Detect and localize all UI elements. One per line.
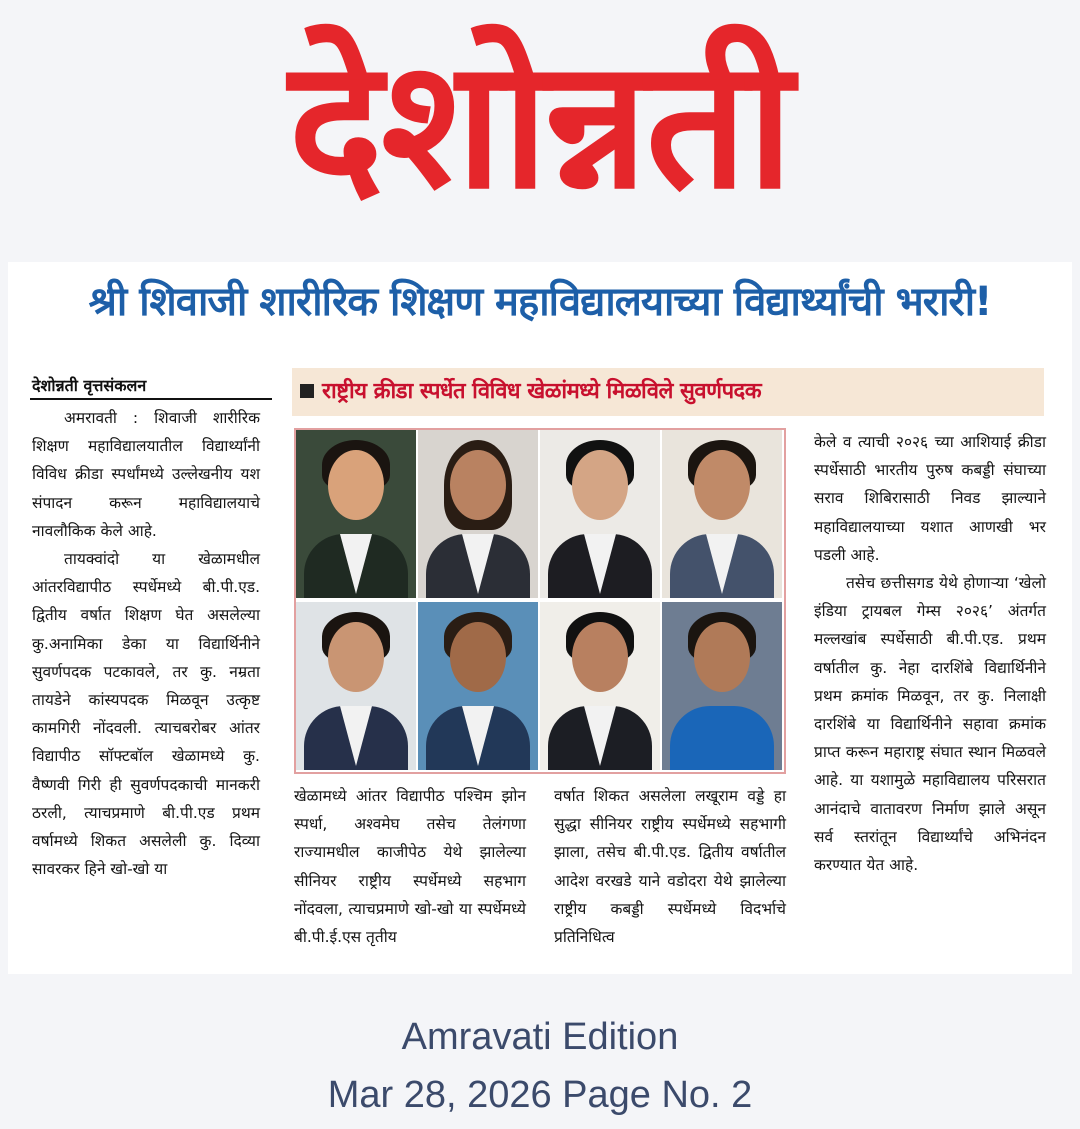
student-photo — [540, 602, 660, 770]
edition-caption: Amravati Edition — [401, 1016, 679, 1058]
student-photo — [540, 430, 660, 598]
student-photo — [418, 430, 538, 598]
article-column-4 — [814, 428, 1046, 968]
article-paragraph: अमरावती : शिवाजी शारीरिक शिक्षण महाविद्यालयातील विद्यार्थ्यांनी विविध क्रीडा स्पर्धांमध्ये उल्लेखनीय यश संपादन करून महाविद्यालयाचे नावलौकिक केले आहे. — [32, 409, 260, 540]
article-paragraph: तायक्वांदो या खेळामधील आंतरविद्यापीठ स्पर्धेमध्ये बी.पी.एड. द्वितीय वर्षात शिक्षण घेत असलेल्या कु.अनामिका डेका या विद्यार्थिनीने सुवर्णपदक पटकावले, तर कु. नम्रता तायडेने कांस्यपदक मिळवून उत्कृष्ट कामगिरी नोंदवली. त्याचबरोबर आंतर विद्यापीठ सॉफ्टबॉल खेळामध्ये कु. वैष्णवी गिरी ही सुवर्णपदकाची मानकरी ठरली, त्याचप्रमाणे बी.पी.एड प्रथम वर्षामध्ये शिकत असलेली कु. दिव्या सावरकर हिने खो-खो या — [32, 550, 260, 879]
byline: देशोन्नती वृत्तसंकलन — [32, 376, 147, 395]
student-photo — [662, 602, 782, 770]
article-paragraph: तसेच छत्तीसगड येथे होणाऱ्या ‘खेलो इंडिया ट्रायबल गेम्स २०२६’ अंतर्गत मल्लखांब स्पर्धेसाठी बी.पी.एड. प्रथम वर्षातील कु. नेहा दारशिंबे विद्यार्थिनीने प्रथम क्रमांक मिळवून, तर कु. निलाक्षी दारशिंबे या विद्यार्थिनीने सहावा क्रमांक प्राप्त करून महाराष्ट्र संघात स्थान मिळवले आहे. या यशामुळे महाविद्यालय परिसरात आनंदाचे वातावरण निर्माण झाले असून सर्व स्तरांतून विद्यार्थ्यांचे अभिनंदन करण्यात येत आहे. — [814, 574, 1046, 875]
student-photo — [296, 430, 416, 598]
article-paragraph: खेळामध्ये आंतर विद्यापीठ पश्चिम झोन स्पर्धा, अश्वमेघ तसेच तेलंगणा राज्यामधील काजीपेठ येथे झालेल्या सीनियर राष्ट्रीय स्पर्धेमध्ये सहभाग नोंदवला, त्याचप्रमाणे खो-खो या स्पर्धेमध्ये बी.पी.ई.एस तृतीय — [294, 787, 526, 947]
article-paragraph: वर्षात शिकत असलेला लखूराम वड्डे हा सुद्धा सीनियर राष्ट्रीय स्पर्धेमध्ये सहभागी झाला, तसेच बी.पी.एड. द्वितीय वर्षातील आदेश वरखडे याने वडोदरा येथे झालेल्या राष्ट्रीय कबड्डी स्पर्धेमध्ये विदर्भाचे प्रतिनिधित्व — [554, 787, 786, 947]
student-photo — [662, 430, 782, 598]
date-page-caption: Mar 28, 2026 Page No. 2 — [327, 1074, 753, 1116]
article-paragraph: केले व त्याची २०२६ च्या आशियाई क्रीडा स्पर्धेसाठी भारतीय पुरुष कबड्डी संघाच्या सराव शिबिरासाठी निवड झाल्याने महाविद्यालयाच्या यशात आणखी भर पडली आहे. — [814, 433, 1046, 564]
masthead — [0, 0, 1080, 248]
article-column-3 — [554, 782, 786, 972]
article-column-1 — [32, 404, 260, 964]
article-column-2 — [294, 782, 526, 972]
byline-divider — [30, 398, 272, 400]
student-photo — [296, 602, 416, 770]
student-photo-grid — [294, 428, 786, 774]
square-bullet-icon — [300, 384, 314, 398]
student-photo — [418, 602, 538, 770]
article-headline: श्री शिवाजी शारीरिक शिक्षण महाविद्यालयाच्या विद्यार्थ्यांची भरारी! — [88, 279, 992, 325]
article-subheadline: राष्ट्रीय क्रीडा स्पर्धेत विविध खेळांमध्ये मिळविले सुवर्णपदक — [322, 379, 762, 404]
newspaper-logo: देशोन्नती — [288, 21, 792, 228]
